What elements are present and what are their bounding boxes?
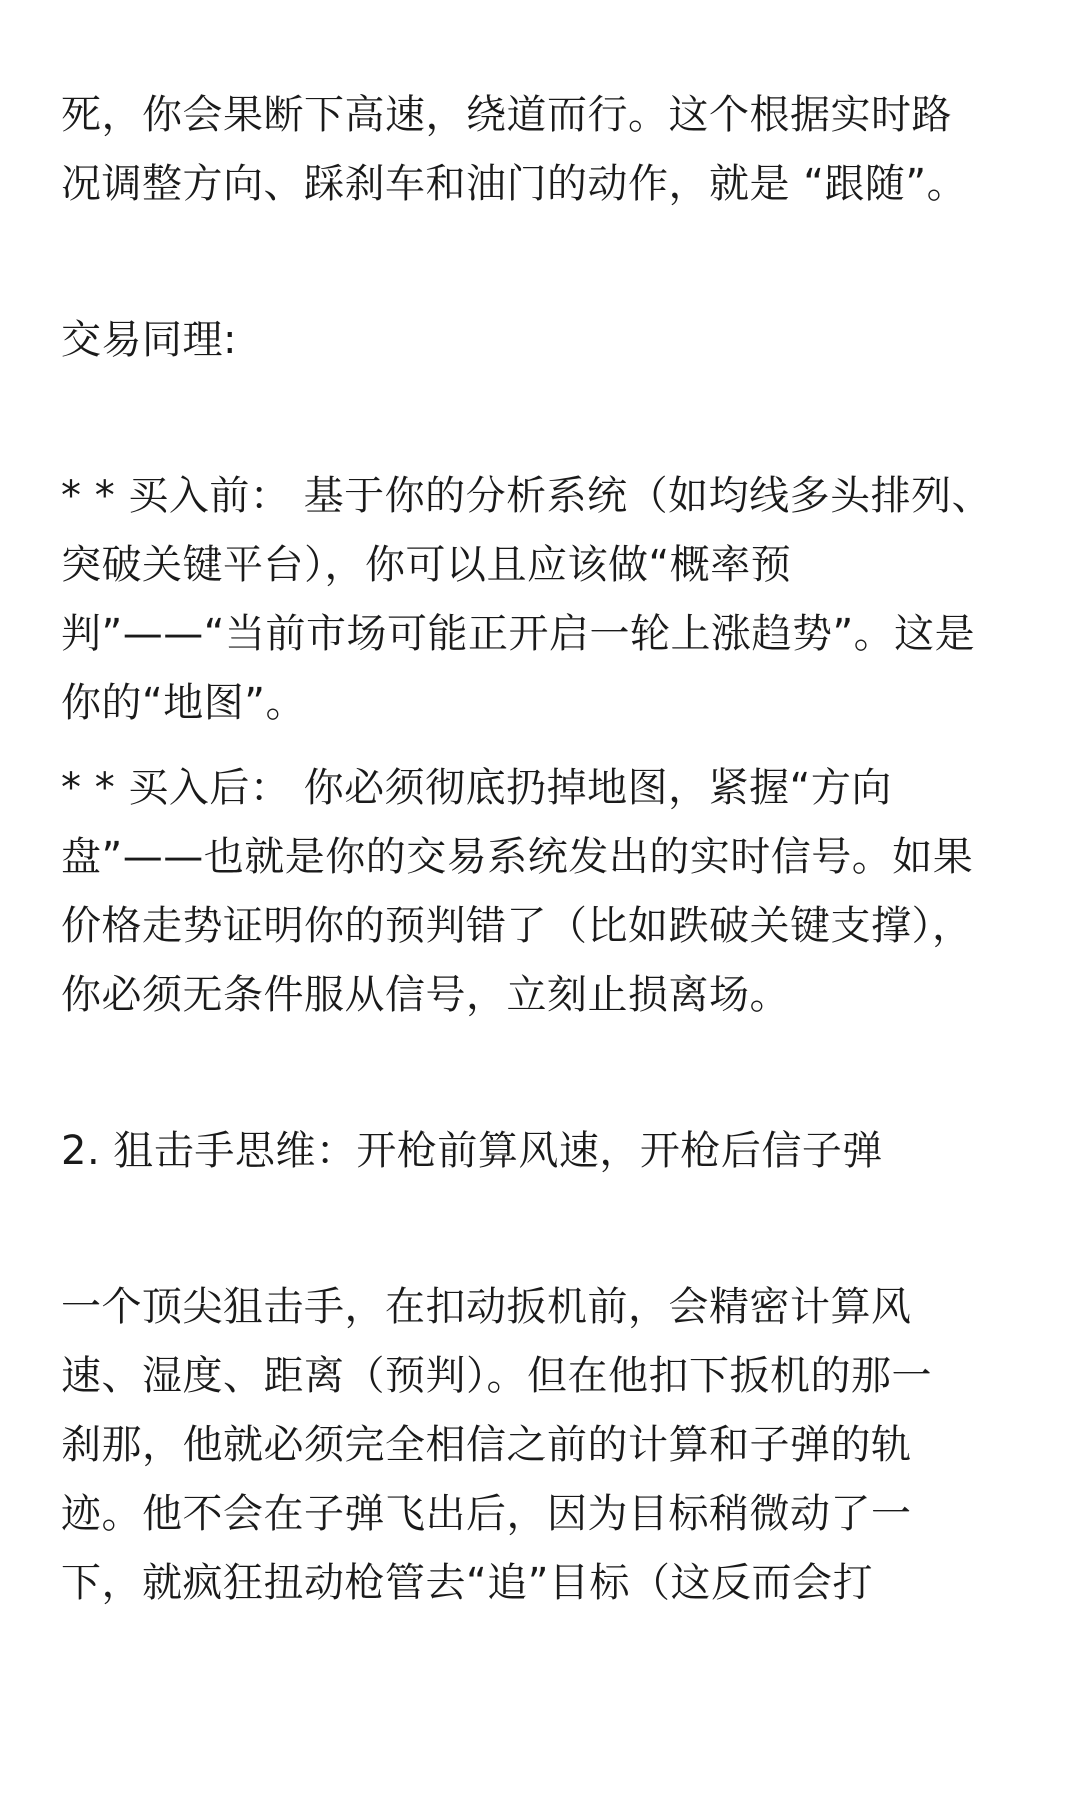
paragraph-line: 下，就疯狂扭动枪管去“追”目标（这反而会打 <box>61 1560 873 1606</box>
paragraph-line: 速、湿度、距离（预判）。但在他扣下扳机的那一 <box>61 1353 932 1399</box>
paragraph-line: 死，你会果断下高速，绕道而行。这个根据实时路 <box>61 92 952 138</box>
bullet-line: 判”——“当前市场可能正开启一轮上涨趋势”。这是 <box>61 611 976 657</box>
paragraph-line: 交易同理: <box>61 317 237 363</box>
paragraph-line: 刹那，他就必须完全相信之前的计算和子弹的轨 <box>61 1422 912 1468</box>
bullet-line: * * 买入后： 你必须彻底扔掉地图，紧握“方向 <box>61 765 892 811</box>
bullet-line: 盘”——也就是你的交易系统发出的实时信号。如果 <box>61 834 974 880</box>
paragraph-line: 况调整方向、踩刹车和油门的动作，就是 “跟随”。 <box>61 161 968 207</box>
paragraph-line: 一个顶尖狙击手，在扣动扳机前，会精密计算风 <box>61 1284 912 1330</box>
bullet-line: 你必须无条件服从信号，立刻止损离场。 <box>61 972 790 1018</box>
bullet-line: 你的“地图”。 <box>61 680 306 726</box>
paragraph-line: 迹。他不会在子弹飞出后，因为目标稍微动了一 <box>61 1491 912 1537</box>
section-heading: 2. 狙击手思维：开枪前算风速，开枪后信子弹 <box>61 1128 883 1174</box>
bullet-line: * * 买入前： 基于你的分析系统（如均线多头排列、 <box>61 473 993 519</box>
bullet-line: 价格走势证明你的预判错了（比如跌破关键支撑）， <box>61 903 973 949</box>
bullet-line: 突破关键平台），你可以且应该做“概率预 <box>61 542 792 588</box>
